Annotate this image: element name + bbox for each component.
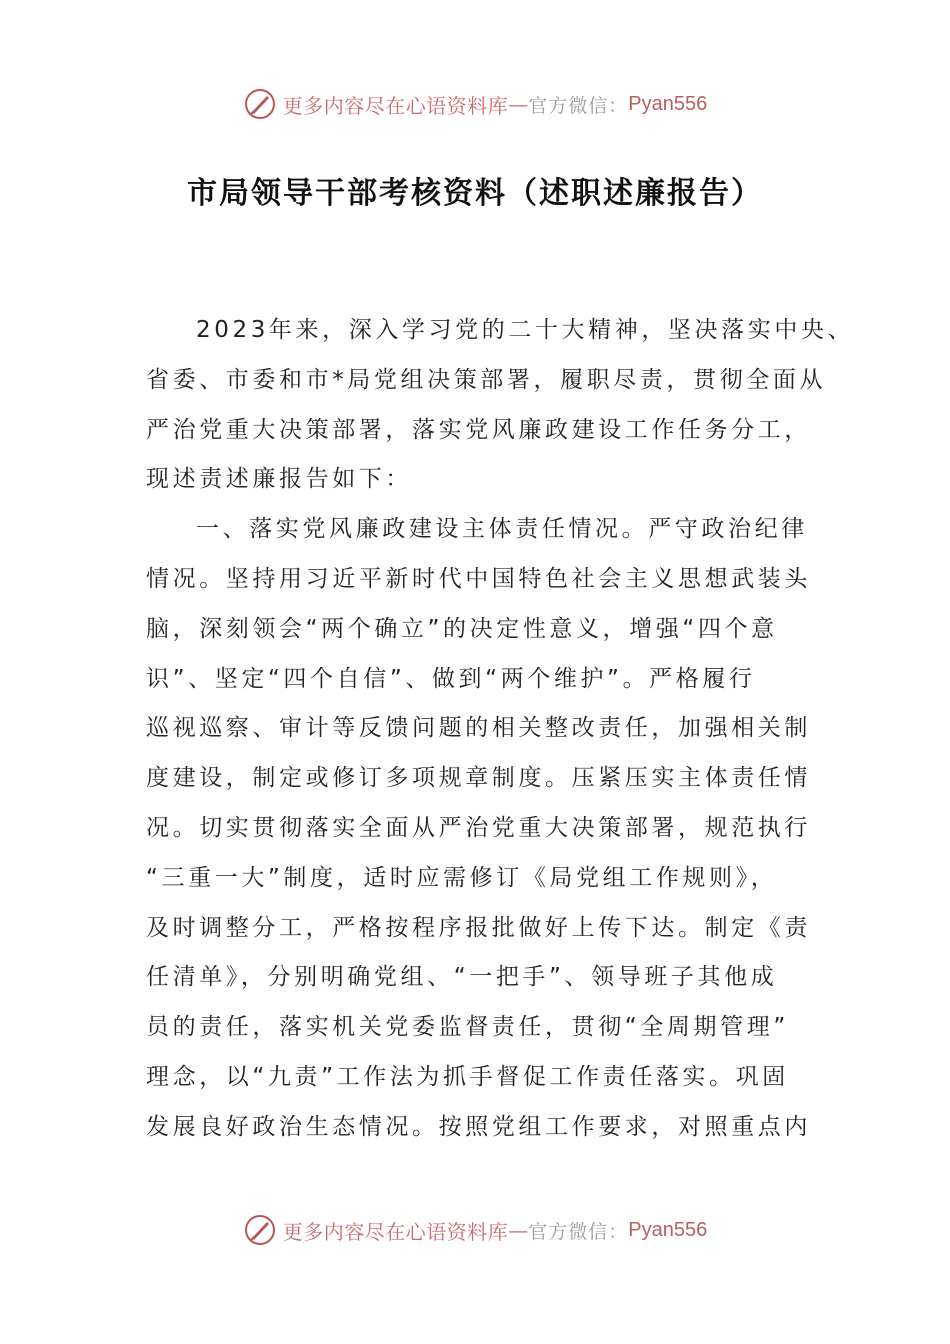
body-line: 及时调整分工，严格按程序报批做好上传下达。制定《责 — [146, 914, 811, 941]
body-line: 识”、坚定“四个自信”、做到“两个维护”。严格履行 — [146, 665, 756, 692]
body-line: “三重一大”制度，适时应需修订《局党组工作规则》， — [146, 864, 778, 891]
body-line: 情况。坚持用习近平新时代中国特色社会主义思想武装头 — [146, 565, 811, 592]
body-line: 严治党重大决策部署，落实党风廉政建设工作任务分工， — [146, 416, 811, 443]
body-line: 任清单》，分别明确党组、“一把手”、领导班子其他成 — [146, 964, 778, 991]
body-line: 度建设，制定或修订多项规章制度。压紧压实主体责任情 — [146, 765, 811, 792]
header-banner — [0, 84, 950, 124]
body-line: 况。切实贯彻落实全面从严治党重大决策部署，规范执行 — [146, 814, 811, 841]
document-title: 市局领导干部考核资料（述职述廉报告） — [187, 176, 763, 211]
footer-banner — [0, 1210, 950, 1250]
banner-wechat-id: Pyan556 — [628, 92, 708, 115]
banner-wechat-label: 官方微信： — [528, 1220, 629, 1243]
quill-logo-icon — [243, 87, 277, 121]
body-line: 巡视巡察、审计等反馈问题的相关整改责任，加强相关制 — [146, 715, 811, 742]
body-line: 理念，以“九责”工作法为抓手督促工作责任落实。巩固 — [146, 1063, 789, 1090]
body-line: 2023年来，深入学习党的二十大精神，坚决落实中央、 — [196, 317, 855, 343]
banner-brand-text: 更多内容尽在心语资料库 — [282, 93, 509, 118]
body-line: 省委、市委和市*局党组决策部署，履职尽责，贯彻全面从 — [146, 366, 827, 393]
body-line: 发展良好政治生态情况。按照党组工作要求，对照重点内 — [146, 1113, 811, 1140]
body-line: 员的责任，落实机关党委监督责任，贯彻“全周期管理” — [146, 1014, 789, 1041]
body-line: 脑，深刻领会“两个确立”的决定性意义，增强“四个意 — [146, 615, 778, 642]
quill-logo-icon — [243, 1213, 277, 1247]
banner-separator: — — [508, 92, 529, 116]
body-line: 现述责述廉报告如下： — [146, 466, 412, 493]
banner-brand-text: 更多内容尽在心语资料库 — [282, 1219, 509, 1244]
document-body — [146, 306, 855, 1153]
body-line: 一、落实党风廉政建设主体责任情况。严守政治纪律 — [196, 516, 808, 543]
banner-wechat-label: 官方微信： — [528, 94, 629, 117]
banner-separator: — — [508, 1218, 529, 1242]
banner-wechat-id: Pyan556 — [628, 1218, 708, 1241]
